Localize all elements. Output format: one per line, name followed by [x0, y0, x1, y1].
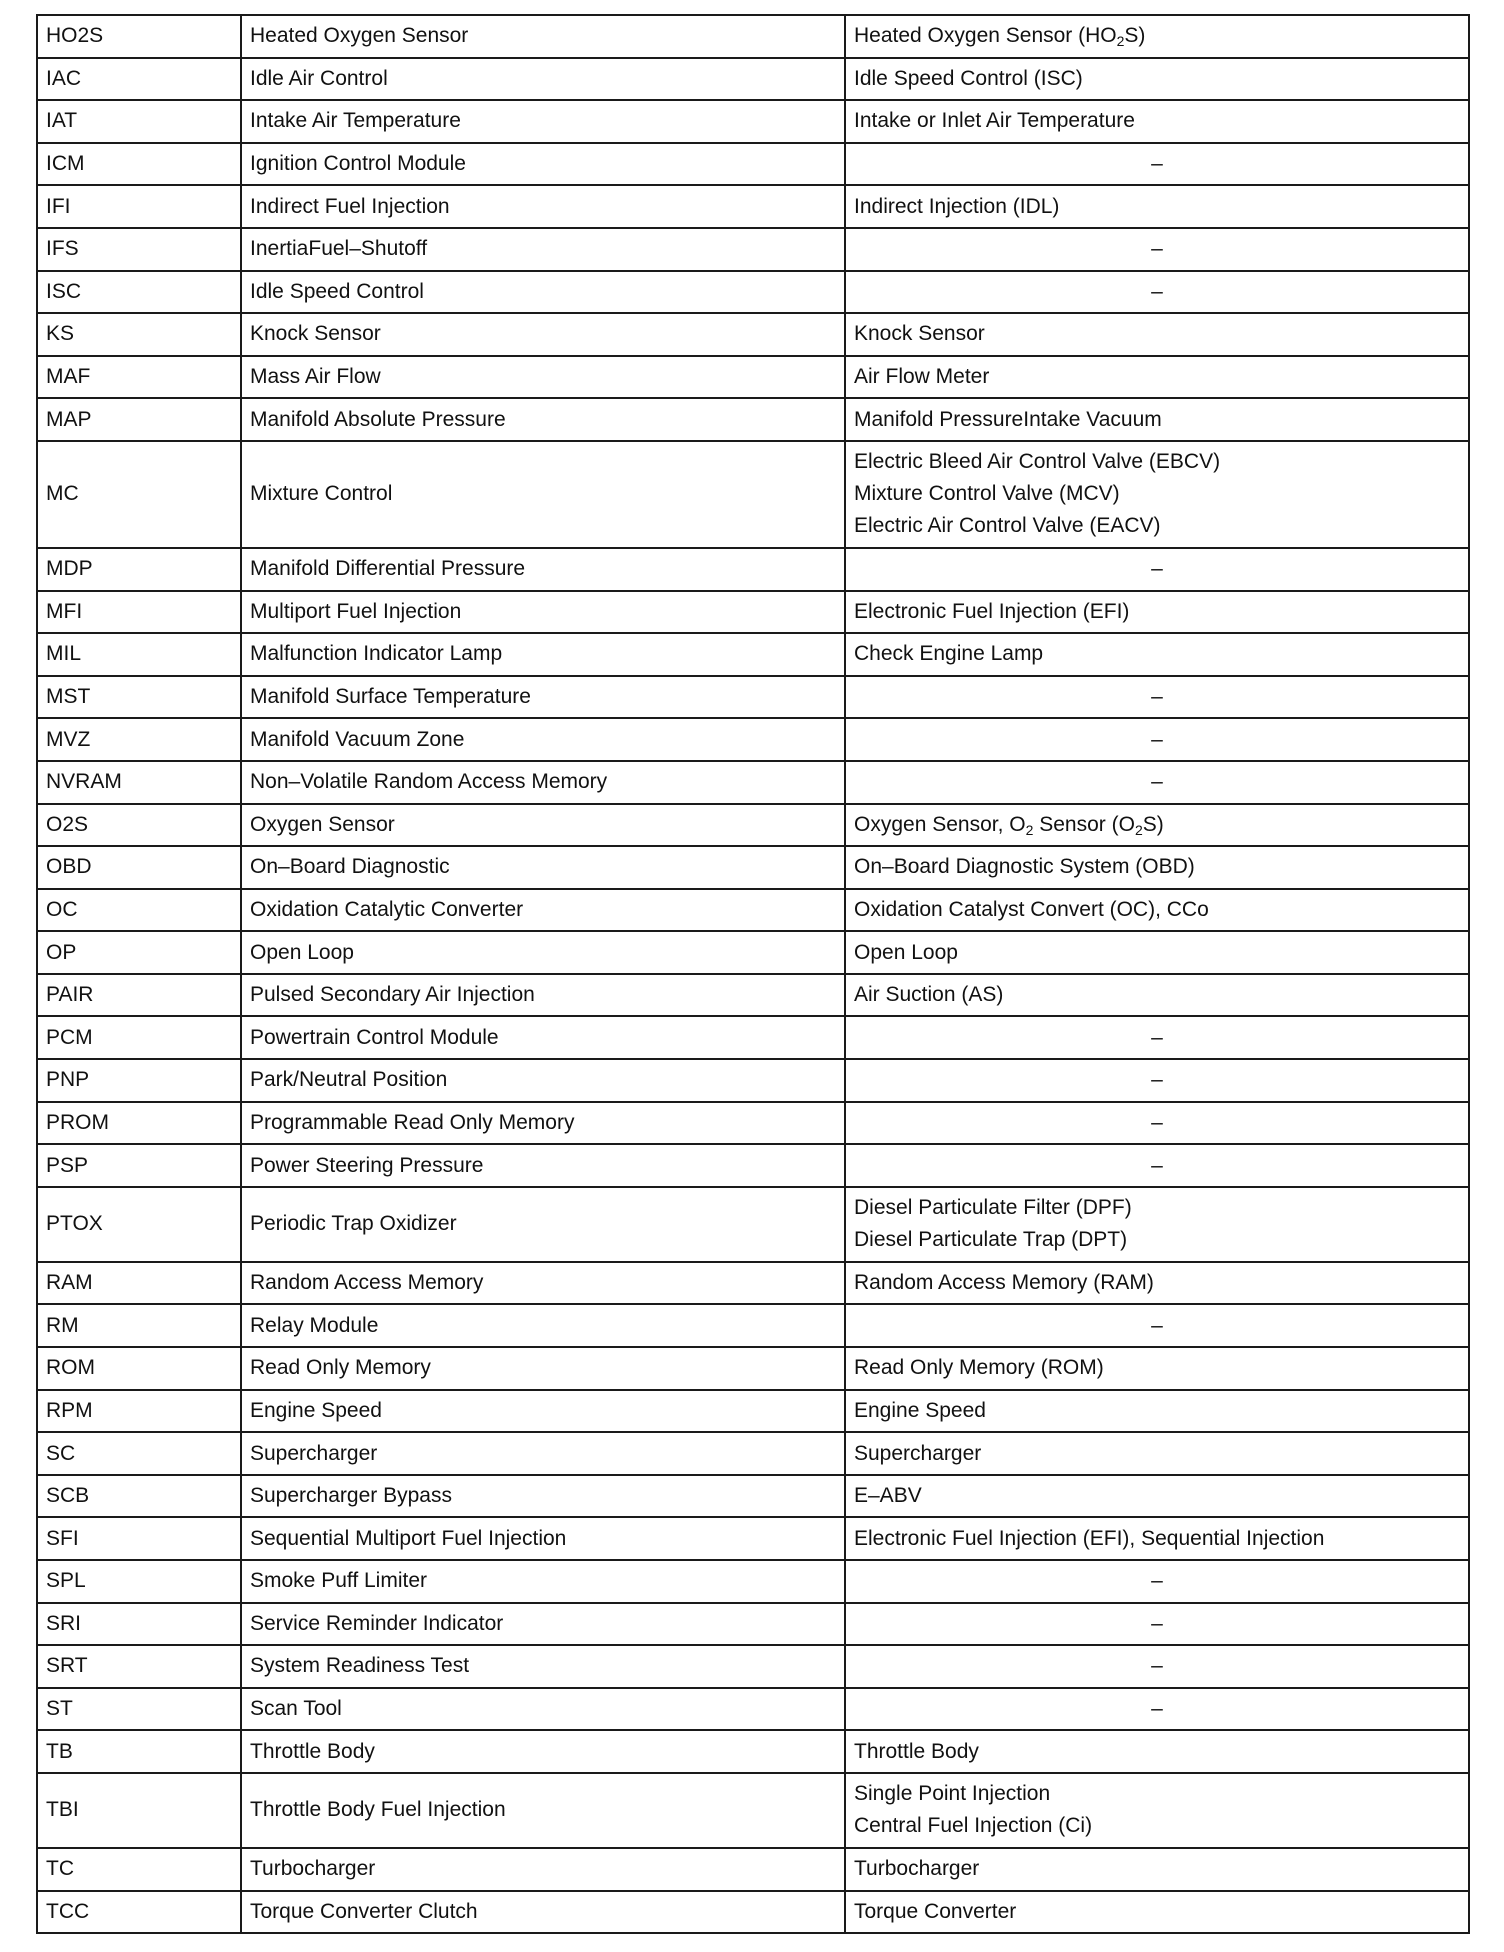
term-cell: Smoke Puff Limiter [241, 1560, 845, 1603]
previous-term-cell [845, 931, 1469, 974]
table-row [37, 1304, 1469, 1347]
previous-term-line: Electric Air Control Valve (EACV) [854, 514, 1161, 538]
acronym-cell: MVZ [37, 718, 241, 761]
empty-dash: – [1151, 237, 1163, 261]
previous-term-cell [845, 1475, 1469, 1518]
previous-term-cell [845, 100, 1469, 143]
previous-term-line: Check Engine Lamp [854, 642, 1044, 666]
acronym-cell: SCB [37, 1475, 241, 1518]
text-run: Heated Oxygen Sensor (HO [854, 24, 1117, 48]
term-cell: Sequential Multiport Fuel Injection [241, 1517, 845, 1560]
acronym-cell: IAT [37, 100, 241, 143]
acronym-cell: HO2S [37, 15, 241, 58]
term-cell: Supercharger [241, 1432, 845, 1475]
previous-term-cell [845, 1347, 1469, 1390]
table-row [37, 398, 1469, 441]
acronym-cell: PAIR [37, 974, 241, 1017]
term-cell: Oxidation Catalytic Converter [241, 889, 845, 932]
acronym-cell: OC [37, 889, 241, 932]
term-cell: Manifold Surface Temperature [241, 676, 845, 719]
table-row [37, 1517, 1469, 1560]
term-cell: Non–Volatile Random Access Memory [241, 761, 845, 804]
term-cell: Engine Speed [241, 1390, 845, 1433]
term-cell: Random Access Memory [241, 1262, 845, 1305]
previous-term-cell [845, 1517, 1469, 1560]
table-row [37, 804, 1469, 847]
acronym-cell: RAM [37, 1262, 241, 1305]
acronym-cell: PCM [37, 1016, 241, 1059]
previous-term-line: Engine Speed [854, 1398, 986, 1422]
previous-term-line: Electronic Fuel Injection (EFI) [854, 599, 1130, 623]
term-cell: Read Only Memory [241, 1347, 845, 1390]
table-row [37, 1773, 1469, 1848]
previous-term-cell [845, 356, 1469, 399]
table-row [37, 1688, 1469, 1731]
acronym-cell: PTOX [37, 1187, 241, 1262]
acronym-cell: OBD [37, 846, 241, 889]
previous-term-cell [845, 441, 1469, 548]
empty-dash: – [1151, 1110, 1163, 1134]
subscript: 2 [1025, 821, 1034, 838]
term-cell: Throttle Body [241, 1730, 845, 1773]
term-cell: Turbocharger [241, 1848, 845, 1891]
previous-term-cell [845, 846, 1469, 889]
empty-dash: – [1151, 1153, 1163, 1177]
term-cell: Heated Oxygen Sensor [241, 15, 845, 58]
acronym-cell: SRI [37, 1603, 241, 1646]
text-run: S) [1124, 24, 1146, 48]
term-cell: Multiport Fuel Injection [241, 591, 845, 634]
term-cell: Programmable Read Only Memory [241, 1102, 845, 1145]
subscript: 2 [1134, 821, 1143, 838]
acronym-cell: TBI [37, 1773, 241, 1848]
term-cell: Malfunction Indicator Lamp [241, 633, 845, 676]
acronym-cell: TC [37, 1848, 241, 1891]
term-cell: Manifold Absolute Pressure [241, 398, 845, 441]
table-row [37, 591, 1469, 634]
previous-term-line: Intake or Inlet Air Temperature [854, 109, 1135, 133]
previous-term-cell [845, 58, 1469, 101]
previous-term-line: On–Board Diagnostic System (OBD) [854, 855, 1195, 879]
previous-term-cell [845, 889, 1469, 932]
table-row [37, 313, 1469, 356]
term-cell: Idle Air Control [241, 58, 845, 101]
term-cell: Scan Tool [241, 1688, 845, 1731]
previous-term-line: Electronic Fuel Injection (EFI), Sequential Injection [854, 1526, 1325, 1550]
previous-term-cell [845, 633, 1469, 676]
empty-dash: – [1151, 557, 1163, 581]
acronym-cell: O2S [37, 804, 241, 847]
term-cell: On–Board Diagnostic [241, 846, 845, 889]
table-row [37, 931, 1469, 974]
previous-term-cell [845, 1848, 1469, 1891]
table-row [37, 1347, 1469, 1390]
table-row [37, 228, 1469, 271]
term-cell: Ignition Control Module [241, 143, 845, 186]
previous-term-line: Random Access Memory (RAM) [854, 1271, 1154, 1295]
term-cell: Mixture Control [241, 441, 845, 548]
previous-term-cell [845, 1645, 1469, 1688]
previous-term-cell [845, 676, 1469, 719]
previous-term-line: Knock Sensor [854, 322, 985, 346]
table-row [37, 1144, 1469, 1187]
table-row [37, 100, 1469, 143]
term-cell: Knock Sensor [241, 313, 845, 356]
term-cell: Park/Neutral Position [241, 1059, 845, 1102]
table-row [37, 1262, 1469, 1305]
previous-term-line: Supercharger [854, 1441, 982, 1465]
acronym-cell: IFS [37, 228, 241, 271]
previous-term-line: Central Fuel Injection (Ci) [854, 1814, 1093, 1838]
empty-dash: – [1151, 770, 1163, 794]
previous-term-cell [845, 1560, 1469, 1603]
acronym-cell: NVRAM [37, 761, 241, 804]
acronym-cell: SC [37, 1432, 241, 1475]
previous-term-cell [845, 143, 1469, 186]
table-row [37, 1390, 1469, 1433]
previous-term-cell [845, 1688, 1469, 1731]
empty-dash: – [1151, 1025, 1163, 1049]
previous-term-cell [845, 1773, 1469, 1848]
table-row [37, 356, 1469, 399]
previous-term-line: E–ABV [854, 1484, 922, 1508]
acronym-cell: OP [37, 931, 241, 974]
previous-term-cell [845, 1390, 1469, 1433]
previous-term-cell [845, 15, 1469, 58]
acronym-cell: ISC [37, 271, 241, 314]
table-row [37, 1059, 1469, 1102]
text-run: Sensor (O [1033, 812, 1135, 836]
previous-term-cell [845, 313, 1469, 356]
acronym-cell: MC [37, 441, 241, 548]
subscript: 2 [1116, 33, 1125, 50]
table-row [37, 271, 1469, 314]
term-cell: Throttle Body Fuel Injection [241, 1773, 845, 1848]
term-cell: Supercharger Bypass [241, 1475, 845, 1518]
previous-term-line: Manifold PressureIntake Vacuum [854, 407, 1162, 431]
previous-term-cell [845, 718, 1469, 761]
previous-term-cell [845, 1059, 1469, 1102]
previous-term-cell [845, 804, 1469, 847]
acronym-cell: MAF [37, 356, 241, 399]
previous-term-line: Read Only Memory (ROM) [854, 1356, 1104, 1380]
table-row [37, 761, 1469, 804]
previous-term-line: Air Flow Meter [854, 365, 990, 389]
empty-dash: – [1151, 727, 1163, 751]
term-cell: Powertrain Control Module [241, 1016, 845, 1059]
term-cell: Periodic Trap Oxidizer [241, 1187, 845, 1262]
term-cell: Relay Module [241, 1304, 845, 1347]
term-cell: Idle Speed Control [241, 271, 845, 314]
acronym-cell: SRT [37, 1645, 241, 1688]
acronym-cell: PSP [37, 1144, 241, 1187]
table-row [37, 548, 1469, 591]
previous-term-line [854, 809, 1460, 841]
table-row [37, 974, 1469, 1017]
previous-term-line: Oxidation Catalyst Convert (OC), CCo [854, 897, 1209, 921]
term-cell: Oxygen Sensor [241, 804, 845, 847]
previous-term-line: Idle Speed Control (ISC) [854, 66, 1083, 90]
previous-term-cell [845, 1432, 1469, 1475]
empty-dash: – [1151, 1654, 1163, 1678]
previous-term-line [854, 20, 1460, 52]
table-row [37, 1560, 1469, 1603]
previous-term-line: Air Suction (AS) [854, 983, 1004, 1007]
previous-term-cell [845, 398, 1469, 441]
table-row [37, 1187, 1469, 1262]
term-cell: Intake Air Temperature [241, 100, 845, 143]
previous-term-line: Open Loop [854, 940, 958, 964]
previous-term-cell [845, 185, 1469, 228]
table-row [37, 1891, 1469, 1934]
acronym-cell: IAC [37, 58, 241, 101]
previous-term-cell [845, 1891, 1469, 1934]
term-cell: Mass Air Flow [241, 356, 845, 399]
previous-term-cell [845, 548, 1469, 591]
term-cell: Indirect Fuel Injection [241, 185, 845, 228]
table-row [37, 1102, 1469, 1145]
table-row [37, 1016, 1469, 1059]
previous-term-cell [845, 1603, 1469, 1646]
previous-term-cell [845, 591, 1469, 634]
previous-term-cell [845, 1187, 1469, 1262]
acronym-cell: ICM [37, 143, 241, 186]
acronym-cell: MDP [37, 548, 241, 591]
previous-term-cell [845, 1016, 1469, 1059]
table-row [37, 1603, 1469, 1646]
previous-term-cell [845, 1262, 1469, 1305]
table-row [37, 185, 1469, 228]
table-row [37, 1432, 1469, 1475]
previous-term-line: Torque Converter [854, 1899, 1017, 1923]
acronym-cell: MAP [37, 398, 241, 441]
table-row [37, 15, 1469, 58]
term-cell: Torque Converter Clutch [241, 1891, 845, 1934]
table-row [37, 889, 1469, 932]
previous-term-line: Turbocharger [854, 1857, 980, 1881]
table-row [37, 1848, 1469, 1891]
term-cell: Manifold Vacuum Zone [241, 718, 845, 761]
text-run: Oxygen Sensor, O [854, 812, 1026, 836]
previous-term-line: Throttle Body [854, 1739, 979, 1763]
acronym-cell: MST [37, 676, 241, 719]
acronym-cell: MFI [37, 591, 241, 634]
term-cell: Open Loop [241, 931, 845, 974]
previous-term-cell [845, 1144, 1469, 1187]
table-row [37, 58, 1469, 101]
empty-dash: – [1151, 1569, 1163, 1593]
empty-dash: – [1151, 1611, 1163, 1635]
term-cell: Manifold Differential Pressure [241, 548, 845, 591]
acronym-table-body [37, 15, 1469, 1933]
previous-term-cell [845, 1304, 1469, 1347]
previous-term-line: Single Point Injection [854, 1782, 1051, 1806]
previous-term-cell [845, 228, 1469, 271]
previous-term-cell [845, 974, 1469, 1017]
acronym-cell: TB [37, 1730, 241, 1773]
table-row [37, 1475, 1469, 1518]
previous-term-line: Electric Bleed Air Control Valve (EBCV) [854, 450, 1221, 474]
previous-term-line: Diesel Particulate Filter (DPF) [854, 1196, 1132, 1220]
table-row [37, 441, 1469, 548]
acronym-cell: RPM [37, 1390, 241, 1433]
previous-term-cell [845, 1102, 1469, 1145]
acronym-table [36, 14, 1470, 1934]
previous-term-line: Mixture Control Valve (MCV) [854, 482, 1120, 506]
previous-term-line: Diesel Particulate Trap (DPT) [854, 1228, 1128, 1252]
table-row [37, 718, 1469, 761]
table-row [37, 676, 1469, 719]
term-cell: Power Steering Pressure [241, 1144, 845, 1187]
empty-dash: – [1151, 279, 1163, 303]
previous-term-line: Indirect Injection (IDL) [854, 194, 1060, 218]
empty-dash: – [1151, 1697, 1163, 1721]
acronym-cell: ROM [37, 1347, 241, 1390]
acronym-cell: KS [37, 313, 241, 356]
acronym-cell: IFI [37, 185, 241, 228]
previous-term-cell [845, 761, 1469, 804]
table-row [37, 1645, 1469, 1688]
acronym-cell: PROM [37, 1102, 241, 1145]
table-row [37, 846, 1469, 889]
term-cell: System Readiness Test [241, 1645, 845, 1688]
acronym-cell: PNP [37, 1059, 241, 1102]
term-cell: Service Reminder Indicator [241, 1603, 845, 1646]
previous-term-cell [845, 1730, 1469, 1773]
empty-dash: – [1151, 1313, 1163, 1337]
empty-dash: – [1151, 1068, 1163, 1092]
table-row [37, 143, 1469, 186]
previous-term-cell [845, 271, 1469, 314]
acronym-cell: RM [37, 1304, 241, 1347]
term-cell: Pulsed Secondary Air Injection [241, 974, 845, 1017]
empty-dash: – [1151, 685, 1163, 709]
term-cell: InertiaFuel–Shutoff [241, 228, 845, 271]
table-row [37, 1730, 1469, 1773]
acronym-cell: SPL [37, 1560, 241, 1603]
table-row [37, 633, 1469, 676]
acronym-cell: TCC [37, 1891, 241, 1934]
acronym-cell: ST [37, 1688, 241, 1731]
acronym-cell: SFI [37, 1517, 241, 1560]
text-run: S) [1142, 812, 1164, 836]
empty-dash: – [1151, 152, 1163, 176]
acronym-cell: MIL [37, 633, 241, 676]
